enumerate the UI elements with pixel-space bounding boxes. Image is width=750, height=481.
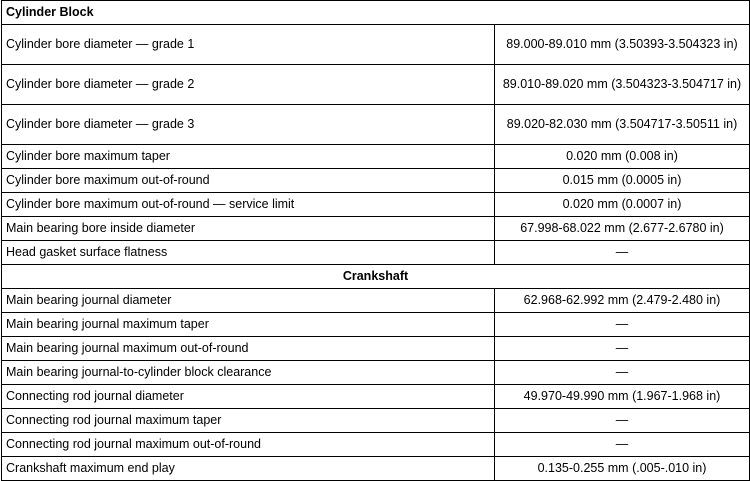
specification-table-body bbox=[2, 1, 750, 481]
spec-value: — bbox=[495, 241, 750, 265]
table-row bbox=[2, 217, 750, 241]
table-row bbox=[2, 289, 750, 313]
spec-value: 49.970-49.990 mm (1.967-1.968 in) bbox=[495, 385, 750, 409]
spec-value: 0.135-0.255 mm (.005-.010 in) bbox=[495, 457, 750, 481]
spec-value: 89.020-82.030 mm (3.504717-3.50511 in) bbox=[495, 105, 750, 145]
spec-value: 0.020 mm (0.0007 in) bbox=[495, 193, 750, 217]
table-row bbox=[2, 105, 750, 145]
section-title: Crankshaft bbox=[2, 265, 750, 289]
spec-label: Connecting rod journal diameter bbox=[2, 385, 495, 409]
spec-label: Cylinder bore diameter — grade 1 bbox=[2, 25, 495, 65]
table-row bbox=[2, 25, 750, 65]
spec-label: Head gasket surface flatness bbox=[2, 241, 495, 265]
spec-value: — bbox=[495, 409, 750, 433]
table-row bbox=[2, 361, 750, 385]
spec-value: — bbox=[495, 361, 750, 385]
spec-label: Main bearing journal maximum taper bbox=[2, 313, 495, 337]
table-row bbox=[2, 409, 750, 433]
spec-value: 89.010-89.020 mm (3.504323-3.504717 in) bbox=[495, 65, 750, 105]
table-row bbox=[2, 193, 750, 217]
spec-label: Main bearing journal maximum out-of-round bbox=[2, 337, 495, 361]
spec-value: 62.968-62.992 mm (2.479-2.480 in) bbox=[495, 289, 750, 313]
spec-value: 89.000-89.010 mm (3.50393-3.504323 in) bbox=[495, 25, 750, 65]
section-title: Cylinder Block bbox=[2, 1, 750, 25]
table-row bbox=[2, 337, 750, 361]
spec-value: 0.015 mm (0.0005 in) bbox=[495, 169, 750, 193]
spec-label: Connecting rod journal maximum taper bbox=[2, 409, 495, 433]
table-row bbox=[2, 169, 750, 193]
spec-label: Connecting rod journal maximum out-of-round bbox=[2, 433, 495, 457]
spec-value: 67.998-68.022 mm (2.677-2.6780 in) bbox=[495, 217, 750, 241]
spec-value: 0.020 mm (0.008 in) bbox=[495, 145, 750, 169]
table-row bbox=[2, 385, 750, 409]
spec-label: Cylinder bore maximum out-of-round bbox=[2, 169, 495, 193]
table-row bbox=[2, 65, 750, 105]
spec-label: Main bearing bore inside diameter bbox=[2, 217, 495, 241]
spec-label: Cylinder bore maximum out-of-round — service limit bbox=[2, 193, 495, 217]
section-header-row bbox=[2, 265, 750, 289]
table-row bbox=[2, 241, 750, 265]
spec-label: Cylinder bore diameter — grade 3 bbox=[2, 105, 495, 145]
spec-label: Cylinder bore diameter — grade 2 bbox=[2, 65, 495, 105]
section-header-row bbox=[2, 1, 750, 25]
spec-value: — bbox=[495, 337, 750, 361]
table-row bbox=[2, 433, 750, 457]
spec-label: Cylinder bore maximum taper bbox=[2, 145, 495, 169]
table-row bbox=[2, 145, 750, 169]
spec-label: Main bearing journal-to-cylinder block clearance bbox=[2, 361, 495, 385]
specification-table bbox=[1, 0, 750, 481]
spec-label: Crankshaft maximum end play bbox=[2, 457, 495, 481]
spec-value: — bbox=[495, 433, 750, 457]
spec-value: — bbox=[495, 313, 750, 337]
spec-label: Main bearing journal diameter bbox=[2, 289, 495, 313]
table-row bbox=[2, 313, 750, 337]
